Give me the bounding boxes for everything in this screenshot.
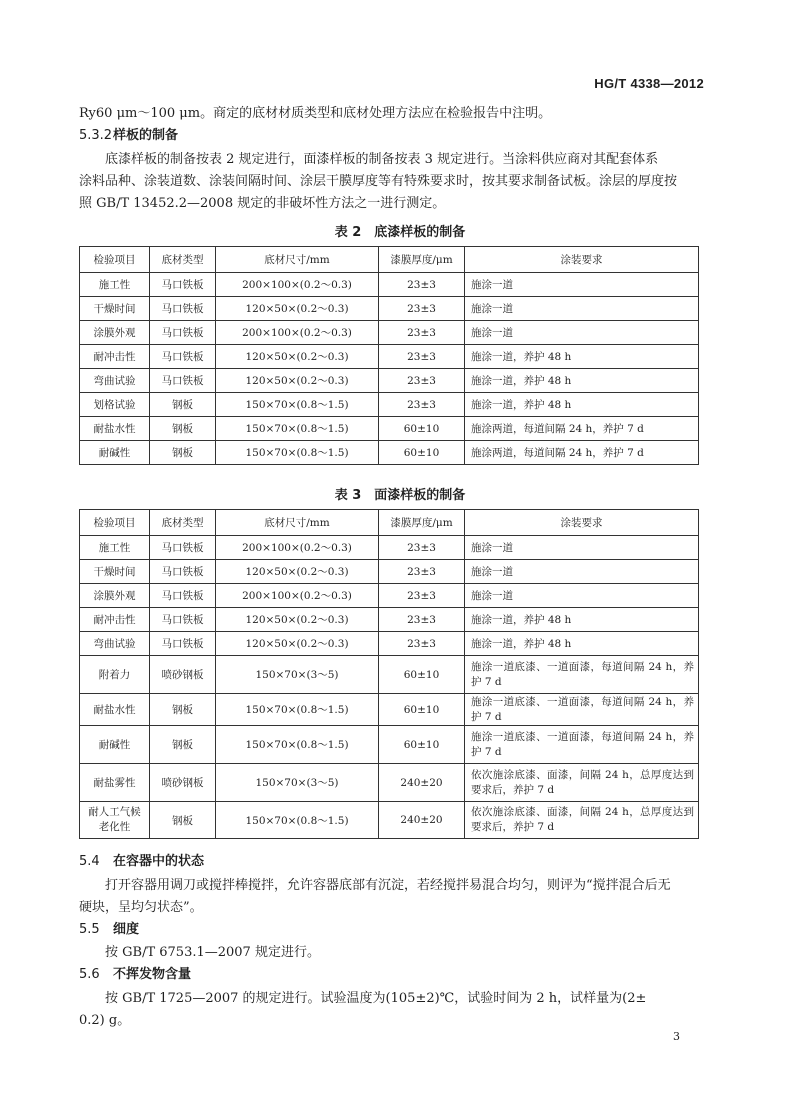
table-cell: 涂膜外观 [80,584,150,608]
table-cell: 钢板 [150,802,216,839]
intro-line: Ry60 μm～100 μm。商定的底材材质类型和底材处理方法应在检验报告中注明。 [79,106,552,121]
section-5-5-heading [79,920,139,940]
table-cell: 23±3 [379,632,465,656]
table-row [80,273,699,297]
table-cell: 喷砂钢板 [150,764,216,802]
standard-code: HG/T 4338—2012 [594,76,704,91]
table-cell: 60±10 [379,726,465,764]
table-cell: 马口铁板 [150,584,216,608]
table-cell: 施涂一道 [465,321,699,345]
section-5-4-heading [79,852,204,872]
section-5-3-2-heading [79,126,178,146]
table-cell: 钢板 [150,441,216,465]
table-cell: 钢板 [150,726,216,764]
section-title: 样板的制备 [113,128,179,143]
column-header: 涂装要求 [465,510,699,536]
table-cell: 耐人工气候老化性 [80,802,150,839]
section-title: 不挥发物含量 [113,967,192,982]
table-cell: 23±3 [379,560,465,584]
section-5-5-line-1: 按 GB/T 6753.1—2007 规定进行。 [105,945,320,960]
section-5-3-2-line-1: 底漆样板的制备按表 2 规定进行，面漆样板的制备按表 3 规定进行。当涂料供应商对其配套体系 [105,152,659,167]
table-cell: 耐冲击性 [80,608,150,632]
table-row [80,297,699,321]
section-number: 5.6 [79,967,100,982]
table-cell: 耐盐雾性 [80,764,150,802]
table-cell: 马口铁板 [150,536,216,560]
table-cell: 240±20 [379,764,465,802]
section-5-3-2-line-2: 涂料品种、涂装道数、涂装间隔时间、涂层干膜厚度等有特殊要求时，按其要求制备试板。涂层的厚度按 [79,174,678,189]
column-header: 漆膜厚度/μm [379,247,465,273]
section-number: 5.5 [79,922,100,937]
table-cell: 依次施涂底漆、面漆，间隔 24 h，总厚度达到要求后，养护 7 d [465,764,699,802]
table-row [80,345,699,369]
section-5-6-line-2: 0.2) g。 [79,1013,131,1028]
table-cell: 23±3 [379,584,465,608]
table-row [80,656,699,694]
table-cell: 附着力 [80,656,150,694]
table-cell: 施涂两道，每道间隔 24 h，养护 7 d [465,417,699,441]
table-row [80,369,699,393]
table-cell: 钢板 [150,417,216,441]
table-cell: 施涂一道 [465,273,699,297]
table-cell: 划格试验 [80,393,150,417]
section-title: 在容器中的状态 [113,854,205,869]
table-cell: 施涂一道 [465,536,699,560]
table-cell: 施涂一道，养护 48 h [465,632,699,656]
table-cell: 干燥时间 [80,297,150,321]
table-cell: 耐冲击性 [80,345,150,369]
table-row [80,417,699,441]
table-cell: 150×70×(3～5) [216,656,379,694]
table-cell: 60±10 [379,656,465,694]
column-header: 漆膜厚度/μm [379,510,465,536]
table3-caption: 表 3 面漆样板的制备 [334,488,466,503]
table-cell: 干燥时间 [80,560,150,584]
table-cell: 23±3 [379,321,465,345]
table-row [80,802,699,839]
table-cell: 23±3 [379,608,465,632]
table-row [80,560,699,584]
column-header: 涂装要求 [465,247,699,273]
table-cell: 200×100×(0.2～0.3) [216,536,379,560]
table-cell: 120×50×(0.2～0.3) [216,632,379,656]
table-cell: 150×70×(0.8～1.5) [216,441,379,465]
table-cell: 弯曲试验 [80,369,150,393]
table-cell: 马口铁板 [150,608,216,632]
table2 [79,246,699,465]
table-cell: 23±3 [379,369,465,393]
table-cell: 施涂两道，每道间隔 24 h，养护 7 d [465,441,699,465]
table-cell: 施涂一道，养护 48 h [465,608,699,632]
column-header: 底材类型 [150,247,216,273]
table-cell: 钢板 [150,694,216,726]
column-header: 检验项目 [80,510,150,536]
section-5-6-line-1: 按 GB/T 1725—2007 的规定进行。试验温度为(105±2)℃，试验时间为 2 h，试样量为(2± [105,991,647,1006]
table-row [80,321,699,345]
section-title: 细度 [113,922,140,937]
table-cell: 依次施涂底漆、面漆，间隔 24 h，总厚度达到要求后，养护 7 d [465,802,699,839]
section-5-4-line-2: 硬块，呈均匀状态”。 [79,900,203,915]
table-cell: 钢板 [150,393,216,417]
table-cell: 60±10 [379,417,465,441]
table3 [79,509,699,839]
table-cell: 施工性 [80,536,150,560]
table-cell: 马口铁板 [150,345,216,369]
table-cell: 施涂一道底漆、一道面漆，每道间隔 24 h，养护 7 d [465,656,699,694]
table-header-row [80,510,699,536]
table-cell: 150×70×(0.8～1.5) [216,694,379,726]
table-row [80,694,699,726]
section-5-4-line-1: 打开容器用调刀或搅拌棒搅拌，允许容器底部有沉淀，若经搅拌易混合均匀，则评为“搅拌混合后无 [105,878,671,893]
table-cell: 23±3 [379,393,465,417]
column-header: 底材尺寸/mm [216,247,379,273]
table-row [80,584,699,608]
table-cell: 150×70×(0.8～1.5) [216,726,379,764]
table-cell: 200×100×(0.2～0.3) [216,584,379,608]
table-cell: 120×50×(0.2～0.3) [216,345,379,369]
table-cell: 150×70×(0.8～1.5) [216,417,379,441]
table-cell: 120×50×(0.2～0.3) [216,369,379,393]
table-cell: 涂膜外观 [80,321,150,345]
table-row [80,608,699,632]
table-cell: 施涂一道，养护 48 h [465,369,699,393]
table-row [80,632,699,656]
table-cell: 23±3 [379,297,465,321]
section-number: 5.3.2 [79,128,113,143]
table-cell: 马口铁板 [150,560,216,584]
table-cell: 马口铁板 [150,297,216,321]
table-header-row [80,247,699,273]
table2-caption: 表 2 底漆样板的制备 [334,225,466,240]
table-row [80,393,699,417]
column-header: 检验项目 [80,247,150,273]
table-cell: 施涂一道底漆、一道面漆，每道间隔 24 h，养护 7 d [465,726,699,764]
table-cell: 200×100×(0.2～0.3) [216,273,379,297]
column-header: 底材尺寸/mm [216,510,379,536]
table-cell: 马口铁板 [150,273,216,297]
section-5-6-heading [79,965,191,985]
table-cell: 150×70×(3～5) [216,764,379,802]
table-row [80,764,699,802]
table-cell: 23±3 [379,345,465,369]
table-cell: 23±3 [379,536,465,560]
table-cell: 60±10 [379,694,465,726]
table-cell: 弯曲试验 [80,632,150,656]
table-cell: 施工性 [80,273,150,297]
table-row [80,726,699,764]
table-cell: 施涂一道，养护 48 h [465,393,699,417]
page-number: 3 [673,1030,680,1043]
section-5-3-2-line-3: 照 GB/T 13452.2—2008 规定的非破坏性方法之一进行测定。 [79,196,446,211]
table-cell: 120×50×(0.2～0.3) [216,560,379,584]
table-cell: 150×70×(0.8～1.5) [216,802,379,839]
table-cell: 马口铁板 [150,321,216,345]
column-header: 底材类型 [150,510,216,536]
table-cell: 施涂一道 [465,297,699,321]
table-cell: 耐碱性 [80,726,150,764]
table-cell: 150×70×(0.8～1.5) [216,393,379,417]
section-number: 5.4 [79,854,100,869]
table-cell: 马口铁板 [150,369,216,393]
table-cell: 耐盐水性 [80,694,150,726]
table-cell: 耐盐水性 [80,417,150,441]
table-cell: 23±3 [379,273,465,297]
table-cell: 耐碱性 [80,441,150,465]
table-cell: 喷砂钢板 [150,656,216,694]
table-cell: 60±10 [379,441,465,465]
table-row [80,536,699,560]
table-row [80,441,699,465]
table-cell: 施涂一道 [465,584,699,608]
table-cell: 200×100×(0.2～0.3) [216,321,379,345]
table-cell: 施涂一道底漆、一道面漆，每道间隔 24 h，养护 7 d [465,694,699,726]
table-cell: 施涂一道，养护 48 h [465,345,699,369]
table-cell: 120×50×(0.2～0.3) [216,608,379,632]
table-cell: 240±20 [379,802,465,839]
table-cell: 马口铁板 [150,632,216,656]
table-cell: 施涂一道 [465,560,699,584]
table-cell: 120×50×(0.2～0.3) [216,297,379,321]
